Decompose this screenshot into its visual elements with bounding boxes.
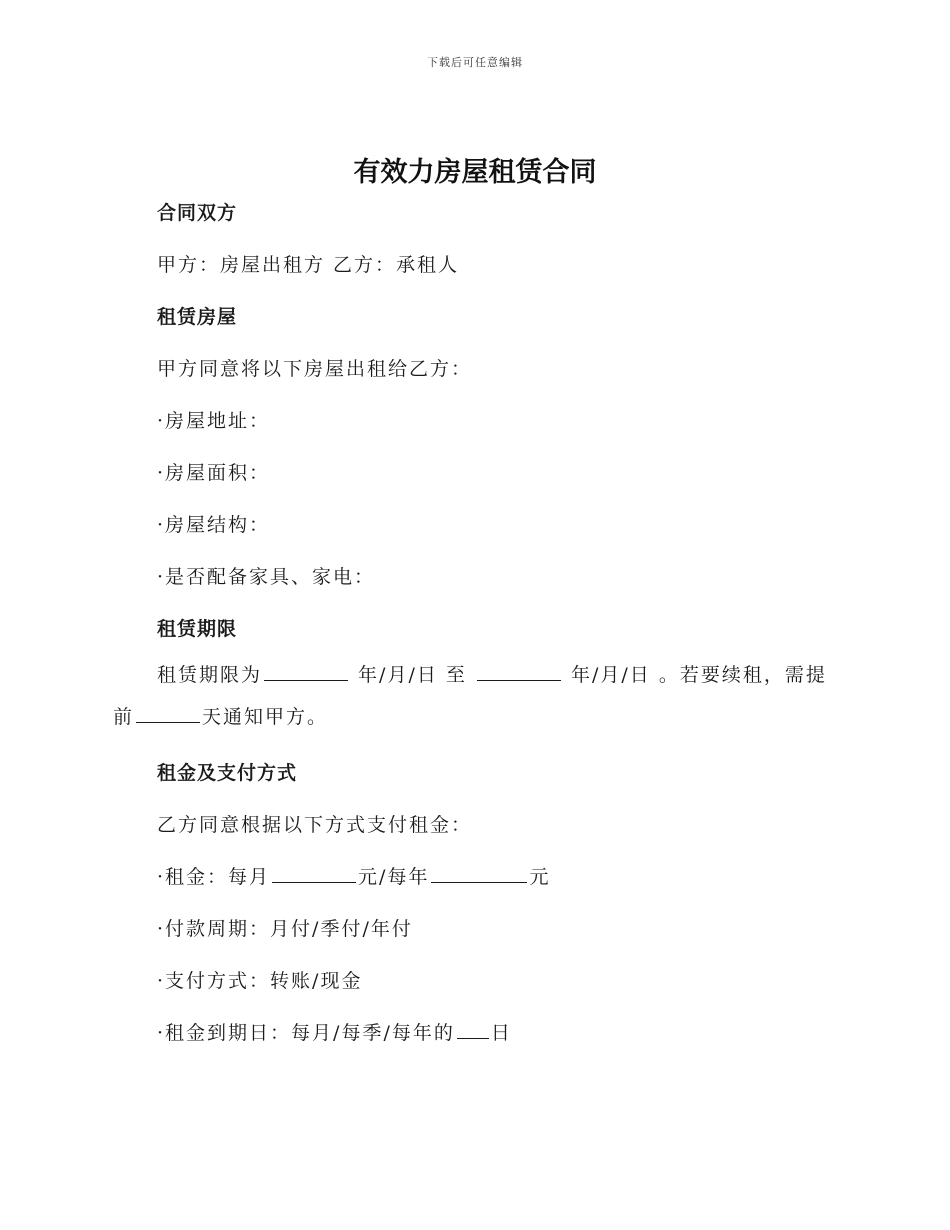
notice-days-blank — [136, 704, 200, 723]
rent-item-cycle: ·付款周期：月付/季付/年付 — [157, 918, 413, 940]
due-date-text-2: 日 — [490, 1022, 512, 1044]
rent-amount-text-3: 元 — [529, 866, 551, 888]
rent-item-amount — [157, 862, 550, 889]
due-day-blank — [457, 1020, 489, 1039]
due-date-text-1: ·租金到期日：每月/每季/每年的 — [157, 1022, 455, 1044]
rent-intro: 乙方同意根据以下方式支付租金： — [157, 814, 473, 836]
house-item-structure: ·房屋结构： — [157, 514, 271, 536]
term-text-1: 租赁期限为 — [157, 664, 263, 686]
parties-text: 甲方：房屋出租方 乙方：承租人 — [157, 254, 460, 276]
rent-amount-text-2: 元/每年 — [358, 866, 430, 888]
term-text-2: 年/月/日 至 — [350, 664, 475, 686]
house-item-furniture: ·是否配备家具、家电： — [157, 566, 376, 588]
house-intro: 甲方同意将以下房屋出租给乙方： — [157, 358, 473, 380]
rent-amount-text-1: ·租金：每月 — [157, 866, 271, 888]
term-text-3: 年/月/日 。若要续租，需提前 — [113, 664, 827, 728]
document-title: 有效力房屋租赁合同 — [353, 157, 597, 188]
section-heading-term: 租赁期限 — [157, 618, 238, 640]
term-end-blank — [477, 662, 561, 681]
house-item-address: ·房屋地址： — [157, 410, 271, 432]
section-heading-house: 租赁房屋 — [157, 306, 238, 328]
house-item-area: ·房屋面积： — [157, 462, 271, 484]
rent-item-due-date — [157, 1018, 512, 1045]
monthly-rent-blank — [272, 864, 356, 883]
section-heading-rent: 租金及支付方式 — [157, 762, 298, 784]
term-text-4: 天通知甲方。 — [202, 706, 329, 728]
rent-item-method: ·支付方式：转账/现金 — [157, 970, 363, 992]
term-start-blank — [264, 662, 348, 681]
header-note: 下载后可任意编辑 — [427, 56, 523, 69]
section-heading-parties: 合同双方 — [157, 202, 238, 224]
yearly-rent-blank — [431, 864, 527, 883]
term-paragraph — [113, 654, 835, 738]
